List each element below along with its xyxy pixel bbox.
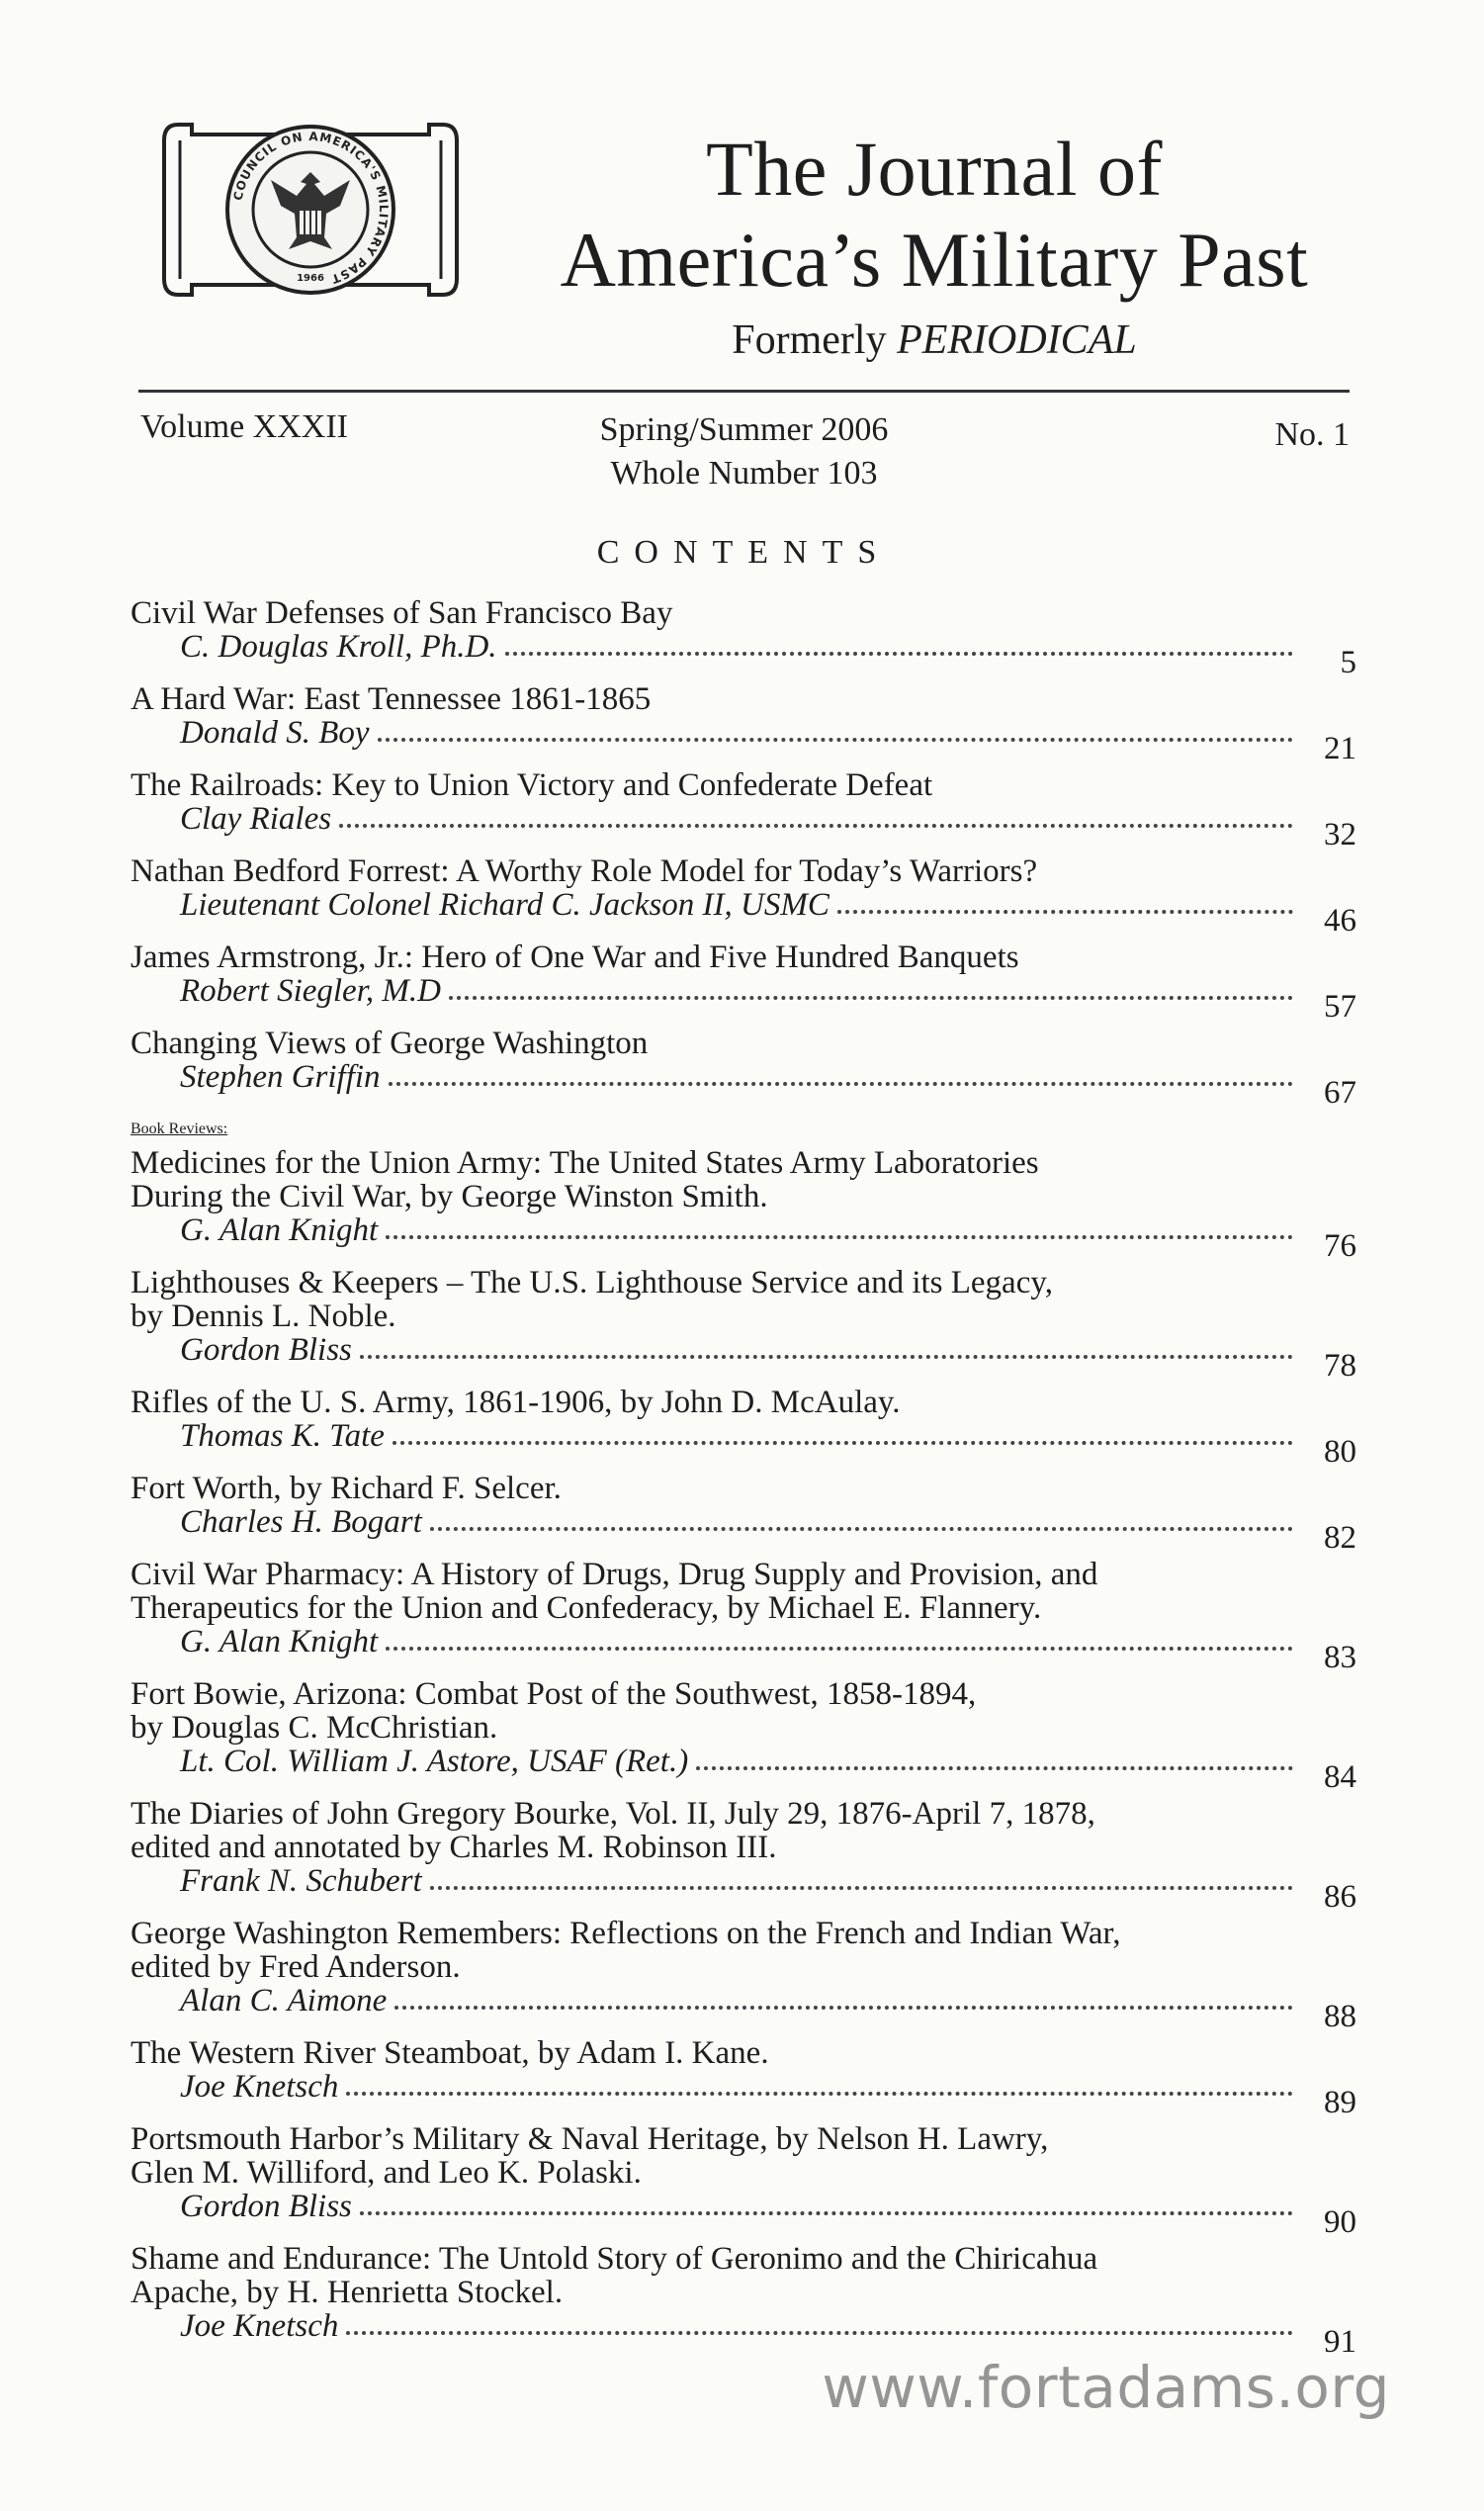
- entry-author: Joe Knetsch: [180, 2308, 339, 2344]
- entry-author: Donald S. Boy: [180, 715, 370, 751]
- entry-page-number: 67: [1324, 1075, 1356, 1111]
- entry-page-number: 89: [1324, 2085, 1356, 2120]
- entry-title: edited by Fred Anderson.: [131, 1949, 461, 1985]
- entry-author-line: [131, 2308, 1356, 2360]
- issue-number: No. 1: [1274, 416, 1350, 453]
- reviews-list: [131, 1145, 1356, 2360]
- dot-leader: [360, 1355, 1293, 1359]
- dot-leader: [346, 2092, 1293, 2096]
- entry-title: Lighthouses & Keepers – The U.S. Lighthouse Service and its Legacy,: [131, 1265, 1053, 1300]
- dot-leader: [696, 1766, 1293, 1770]
- entry-page-number: 5: [1340, 645, 1356, 680]
- entry-author: Joe Knetsch: [180, 2069, 339, 2105]
- dot-leader: [386, 1235, 1293, 1239]
- entry-author: Gordon Bliss: [180, 2189, 352, 2224]
- title-line-2: America’s Military Past: [560, 217, 1309, 303]
- entry-author-line: [131, 1212, 1356, 1264]
- site-watermark: www.fortadams.org: [822, 2354, 1390, 2421]
- entry-title: Glen M. Williford, and Leo K. Polaski.: [131, 2155, 642, 2191]
- toc-entry: [131, 767, 1356, 852]
- entry-title: James Armstrong, Jr.: Hero of One War and Five Hundred Banquets: [131, 940, 1019, 975]
- dot-leader: [339, 824, 1293, 828]
- entry-page-number: 91: [1324, 2324, 1356, 2360]
- toc-entry: [131, 853, 1356, 939]
- entry-title: Nathan Bedford Forrest: A Worthy Role Model for Today’s Warriors?: [131, 853, 1038, 889]
- toc-entry: [131, 1265, 1356, 1384]
- entry-author-line: [131, 1504, 1356, 1556]
- entry-title: Civil War Pharmacy: A History of Drugs, Drug Supply and Provision, and: [131, 1557, 1098, 1592]
- entry-title: George Washington Remembers: Reflections on the French and Indian War,: [131, 1916, 1121, 1951]
- entry-title: edited and annotated by Charles M. Robinson III.: [131, 1830, 777, 1865]
- entry-title: Fort Bowie, Arizona: Combat Post of the Southwest, 1858-1894,: [131, 1676, 977, 1712]
- issue-season: Spring/Summer 2006: [599, 411, 889, 448]
- dot-leader: [430, 1886, 1293, 1890]
- entry-author-line: [131, 1418, 1356, 1470]
- entry-author: G. Alan Knight: [180, 1624, 379, 1659]
- table-of-contents: [131, 596, 1356, 2362]
- entry-title: Medicines for the Union Army: The United States Army Laboratories: [131, 1145, 1039, 1181]
- entry-author: Lt. Col. William J. Astore, USAF (Ret.): [180, 1744, 689, 1779]
- entry-title: The Diaries of John Gregory Bourke, Vol. II, July 29, 1876-April 7, 1878,: [131, 1796, 1095, 1832]
- toc-entry: [131, 1796, 1356, 1915]
- issue-volume: Volume XXXII: [140, 408, 348, 445]
- entry-title: Fort Worth, by Richard F. Selcer.: [131, 1471, 562, 1506]
- entry-title: Changing Views of George Washington: [131, 1026, 649, 1061]
- entry-author: Stephen Griffin: [180, 1059, 381, 1095]
- toc-entry: [131, 940, 1356, 1025]
- entry-page-number: 84: [1324, 1759, 1356, 1795]
- toc-entry: [131, 1026, 1356, 1111]
- toc-entry: [131, 2121, 1356, 2240]
- entry-page-number: 82: [1324, 1520, 1356, 1556]
- entry-title: by Douglas C. McChristian.: [131, 1710, 498, 1746]
- entry-author-line: [131, 629, 1356, 680]
- entry-author: Robert Siegler, M.D: [180, 973, 441, 1009]
- toc-entry: [131, 681, 1356, 766]
- entry-author: Gordon Bliss: [180, 1332, 352, 1368]
- entry-title: Rifles of the U. S. Army, 1861-1906, by John D. McAulay.: [131, 1385, 901, 1420]
- toc-entry: [131, 1676, 1356, 1795]
- entry-page-number: 88: [1324, 1999, 1356, 2034]
- dot-leader: [386, 1647, 1293, 1651]
- dot-leader: [360, 2211, 1293, 2215]
- entry-author-line: [131, 1624, 1356, 1675]
- toc-entry: [131, 1145, 1356, 1264]
- book-reviews-label: Book Reviews:: [131, 1121, 228, 1137]
- entry-page-number: 83: [1324, 1640, 1356, 1675]
- entry-page-number: 80: [1324, 1434, 1356, 1470]
- entry-title: The Western River Steamboat, by Adam I. Kane.: [131, 2035, 769, 2071]
- issue-whole-number: Whole Number 103: [610, 455, 878, 492]
- entry-author: Charles H. Bogart: [180, 1504, 422, 1540]
- entry-page-number: 32: [1324, 817, 1356, 852]
- entry-author-line: [131, 1332, 1356, 1384]
- entry-title: A Hard War: East Tennessee 1861-1865: [131, 681, 652, 717]
- entry-author-line: [131, 2069, 1356, 2120]
- entry-author-line: [131, 1863, 1356, 1915]
- council-seal-logo: [156, 111, 465, 309]
- entry-author-line: [131, 801, 1356, 852]
- entry-page-number: 90: [1324, 2204, 1356, 2240]
- contents-heading: CONTENTS: [596, 534, 892, 571]
- entry-title: Portsmouth Harbor’s Military & Naval Heritage, by Nelson H. Lawry,: [131, 2121, 1049, 2157]
- entry-page-number: 21: [1324, 731, 1356, 766]
- entry-title: Apache, by H. Henrietta Stockel.: [131, 2275, 564, 2310]
- toc-entry: [131, 1471, 1356, 1556]
- dot-leader: [394, 2006, 1293, 2010]
- journal-title: [514, 124, 1354, 306]
- entry-author-line: [131, 1983, 1356, 2034]
- toc-entry: [131, 595, 1356, 680]
- subtitle-prefix: Formerly: [732, 317, 898, 363]
- entry-page-number: 76: [1324, 1228, 1356, 1264]
- header-divider: [138, 390, 1350, 393]
- subtitle-periodical: PERIODICAL: [897, 317, 1137, 363]
- toc-entry: [131, 2035, 1356, 2120]
- entry-author: Thomas K. Tate: [180, 1418, 385, 1454]
- entry-author: Clay Riales: [180, 801, 332, 837]
- entry-author: C. Douglas Kroll, Ph.D.: [180, 629, 497, 665]
- seal-year: 1966: [297, 273, 324, 284]
- dot-leader: [837, 910, 1293, 914]
- journal-subtitle: [514, 316, 1354, 364]
- entry-title: Civil War Defenses of San Francisco Bay: [131, 595, 673, 631]
- entry-title: Shame and Endurance: The Untold Story of Geronimo and the Chiricahua: [131, 2241, 1098, 2277]
- seal-ring-text: COUNCIL ON AMERICA'S MILITARY PAST: [230, 129, 392, 287]
- entry-author-line: [131, 1744, 1356, 1795]
- toc-entry: [131, 1916, 1356, 2034]
- entry-author: G. Alan Knight: [180, 1212, 379, 1248]
- entry-page-number: 86: [1324, 1879, 1356, 1915]
- entry-page-number: 46: [1324, 903, 1356, 939]
- dot-leader: [389, 1082, 1293, 1086]
- dot-leader: [430, 1527, 1293, 1531]
- entry-title: Therapeutics for the Union and Confederacy, by Michael E. Flannery.: [131, 1590, 1042, 1626]
- entry-author-line: [131, 887, 1356, 939]
- entry-author-line: [131, 2189, 1356, 2240]
- toc-entry: [131, 1385, 1356, 1470]
- dot-leader: [346, 2331, 1293, 2335]
- title-line-1: The Journal of: [706, 126, 1163, 212]
- dot-leader: [505, 652, 1293, 656]
- entry-author: Frank N. Schubert: [180, 1863, 422, 1899]
- entry-title: The Railroads: Key to Union Victory and Confederate Defeat: [131, 767, 933, 803]
- dot-leader: [378, 738, 1293, 742]
- entry-title: by Dennis L. Noble.: [131, 1299, 396, 1334]
- entry-author: Alan C. Aimone: [180, 1983, 388, 2018]
- dot-leader: [393, 1441, 1293, 1445]
- entry-author-line: [131, 973, 1356, 1025]
- entry-author-line: [131, 1059, 1356, 1111]
- entry-page-number: 57: [1324, 989, 1356, 1025]
- articles-list: [131, 595, 1356, 1111]
- issue-info: [138, 408, 1350, 497]
- entry-author: Lieutenant Colonel Richard C. Jackson II, USMC: [180, 887, 829, 923]
- toc-entry: [131, 1557, 1356, 1675]
- dot-leader: [449, 996, 1293, 1000]
- entry-author-line: [131, 715, 1356, 766]
- toc-entry: [131, 2241, 1356, 2360]
- entry-page-number: 78: [1324, 1348, 1356, 1384]
- entry-title: During the Civil War, by George Winston Smith.: [131, 1179, 768, 1214]
